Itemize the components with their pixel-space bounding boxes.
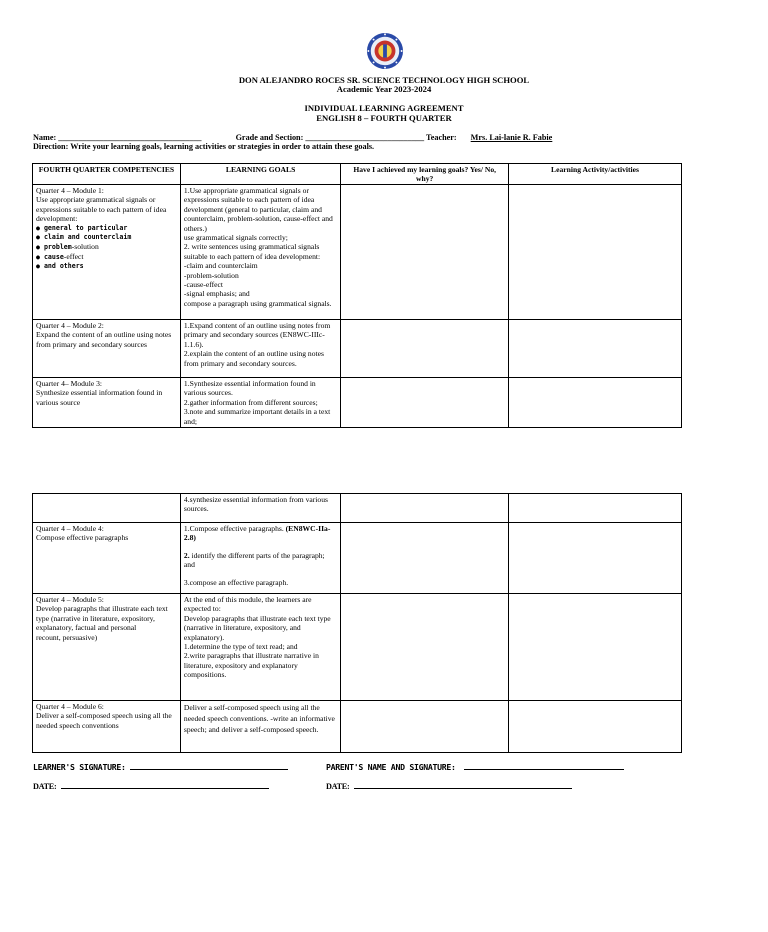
goal-text: -cause-effect: [183, 280, 223, 290]
module-desc: Develop paragraphs that illustrate each text type (narrative in literature, expository, explanatory, factual and personal: [36, 604, 168, 633]
goals-cell: [180, 378, 340, 428]
table-row: [33, 320, 682, 378]
achieved-input-cell[interactable]: [341, 185, 509, 320]
table-row: [33, 185, 682, 320]
school-name: DON ALEJANDRO ROCES SR. SCIENCE TECHNOLOGY HIGH SCHOOL: [238, 75, 530, 85]
table-row: [33, 701, 682, 753]
goal-text: 1.Expand content of an outline using notes from primary and secondary sources (EN8WC-IIIc-1.1.6).: [183, 321, 331, 349]
goal-text: -signal emphasis; and: [183, 289, 250, 299]
list-item: ● general to particular: [36, 224, 177, 233]
learner-signature-line: [33, 762, 288, 772]
header-achieved: Have I achieved my learning goals? Yes/ No, why?: [341, 164, 509, 185]
parent-signature-field[interactable]: [464, 762, 624, 770]
module-desc: Deliver a self-composed speech using all the needed speech conventions: [36, 711, 172, 730]
goals-cell: [180, 701, 340, 753]
list-item: ● claim and counterclaim: [36, 233, 177, 242]
module-title: Quarter 4 – Module 2:: [36, 321, 104, 330]
goal-text: 2.gather information from different sources;: [183, 397, 318, 407]
competency-cell: [33, 594, 181, 701]
school-seal-logo: [366, 32, 404, 70]
module-title: Quarter 4 – Module 6:: [36, 702, 104, 711]
header-learning-goals: LEARNING GOALS: [180, 164, 340, 185]
academic-year: Academic Year 2023-2024: [336, 84, 432, 94]
bullet-list: [36, 224, 177, 271]
competency-cell: [33, 378, 181, 428]
header-competencies: FOURTH QUARTER COMPETENCIES: [33, 164, 181, 185]
list-item: ● and others: [36, 262, 177, 271]
module-title: Quarter 4 – Module 5:: [36, 595, 104, 604]
goal-text: 3.note and summarize important details in a text and;: [183, 407, 331, 426]
module-desc: recount, persuasive): [36, 632, 98, 642]
activity-input-cell[interactable]: [509, 320, 682, 378]
achieved-input-cell[interactable]: [341, 594, 509, 701]
learner-date-field[interactable]: [61, 781, 269, 789]
goal-text: Develop paragraphs that illustrate each text type (narrative in literature, expository, and explanatory).: [183, 613, 331, 642]
module-title: Quarter 4 – Module 4:: [36, 524, 104, 533]
agreement-table-part1: [32, 163, 682, 428]
achieved-input-cell[interactable]: [341, 378, 509, 428]
competency-cell: [33, 494, 181, 523]
competency-cell: [33, 185, 181, 320]
list-item: ● cause-effect: [36, 252, 177, 262]
grade-section-field[interactable]: Grade and Section: _____________________________ Teacher:: [235, 133, 457, 142]
module-desc: Compose effective paragraphs: [36, 533, 129, 543]
module-desc: Synthesize essential information found in various source: [36, 388, 163, 407]
table-row: [33, 523, 682, 594]
learner-date-label: DATE:: [33, 782, 57, 791]
goal-text: At the end of this module, the learners are expected to:: [183, 595, 312, 614]
table-row: [33, 378, 682, 428]
parent-date-label: DATE:: [326, 782, 350, 791]
competency-cell: [33, 701, 181, 753]
goal-text: 2. write sentences using grammatical signals suitable to each pattern of idea development:: [183, 242, 321, 261]
activity-input-cell[interactable]: [509, 494, 682, 523]
document-title: INDIVIDUAL LEARNING AGREEMENT: [304, 103, 464, 113]
activity-input-cell[interactable]: [509, 594, 682, 701]
goal-text: 1.determine the type of text read; and: [183, 642, 298, 652]
goal-text: use grammatical signals correctly;: [183, 233, 288, 243]
goal-text: -claim and counterclaim: [183, 261, 258, 271]
list-item: ● problem-solution: [36, 242, 177, 252]
module-title: Quarter 4 – Module 1:: [36, 186, 104, 195]
goal-text: 3.compose an effective paragraph.: [183, 577, 289, 587]
goal-text: Deliver a self-composed speech using all the needed speech conventions. -write an informative speech; and deliver a self-composed speech.: [183, 703, 335, 734]
activity-input-cell[interactable]: [509, 378, 682, 428]
goal-text: 1.Compose effective paragraphs. (EN8WC-IIa-2.8): [183, 524, 331, 543]
document-subtitle: ENGLISH 8 – FOURTH QUARTER: [316, 113, 452, 123]
achieved-input-cell[interactable]: [341, 320, 509, 378]
achieved-input-cell[interactable]: [341, 523, 509, 594]
goals-cell: [180, 523, 340, 594]
module-title: Quarter 4– Module 3:: [36, 379, 103, 388]
goals-cell: [180, 594, 340, 701]
info-line: [33, 133, 552, 142]
parent-signature-label: PARENT'S NAME AND SIGNATURE:: [326, 762, 456, 772]
competency-cell: [33, 320, 181, 378]
goal-text: 2. identify the different parts of the paragraph; and: [183, 550, 325, 570]
module-desc: Use appropriate grammatical signals or expressions suitable to each pattern of idea development:: [36, 195, 167, 224]
goals-cell: [180, 320, 340, 378]
activity-input-cell[interactable]: [509, 523, 682, 594]
table-header-row: [33, 164, 682, 185]
direction-text: Direction: Write your learning goals, learning activities or strategies in order to attain these goals.: [33, 142, 375, 151]
name-field[interactable]: Name: ___________________________________: [33, 133, 202, 142]
parent-date-line: [326, 781, 572, 791]
learner-date-line: [33, 781, 269, 791]
teacher-name: Mrs. Lai-lanie R. Fabie: [470, 133, 553, 142]
parent-signature-line: [326, 762, 624, 772]
goals-cell: [180, 185, 340, 320]
goal-text: 4.synthesize essential information from various sources.: [183, 495, 328, 514]
learner-signature-label: LEARNER'S SIGNATURE:: [33, 762, 126, 772]
table-row: [33, 494, 682, 523]
parent-date-field[interactable]: [354, 781, 572, 789]
achieved-input-cell[interactable]: [341, 494, 509, 523]
goal-text: 1.Synthesize essential information found in various sources.: [183, 379, 316, 398]
activity-input-cell[interactable]: [509, 701, 682, 753]
header-learning-activity: Learning Activity/activities: [509, 164, 682, 185]
goal-text: 2.explain the content of an outline using notes from primary and secondary sources.: [183, 349, 324, 368]
goals-cell: [180, 494, 340, 523]
goal-text: -problem-solution: [183, 270, 239, 280]
achieved-input-cell[interactable]: [341, 701, 509, 753]
module-desc: Expand the content of an outline using notes from primary and secondary sources: [36, 330, 172, 349]
learner-signature-field[interactable]: [130, 762, 288, 770]
activity-input-cell[interactable]: [509, 185, 682, 320]
agreement-table-part2: [32, 493, 682, 753]
goal-text: 1.Use appropriate grammatical signals or expressions suitable to each pattern of idea development (general to particular, claim and counterclaim, problem-solution, cause-effect and others.): [183, 186, 333, 233]
competency-cell: [33, 523, 181, 594]
goal-text: 2.write paragraphs that illustrate narrative in literature, expository and explanatory compositions.: [183, 651, 319, 680]
table-row: [33, 594, 682, 701]
goal-text: compose a paragraph using grammatical signals.: [183, 298, 332, 308]
